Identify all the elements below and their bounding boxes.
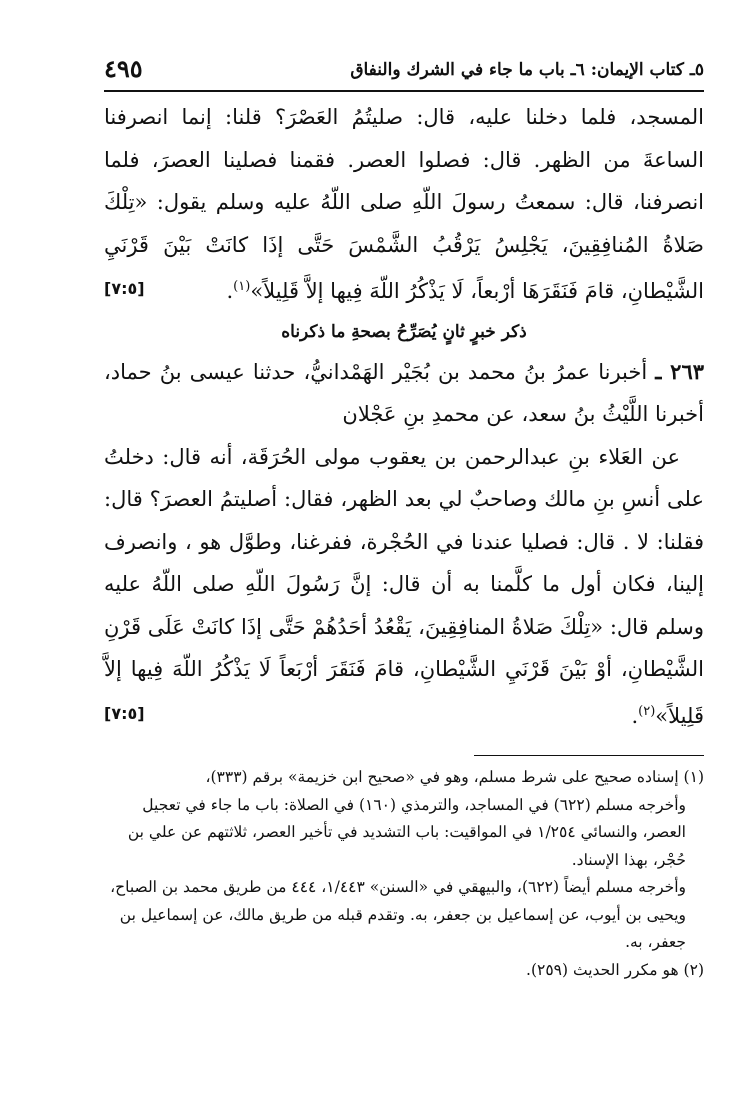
footnote-divider <box>474 755 704 756</box>
page-number: ٤٩٥ <box>104 54 143 83</box>
isnad-paragraph <box>104 351 704 436</box>
footnotes <box>104 764 704 984</box>
footnote-1-line-1: (١) إسناده صحيح على شرط مسلم، وهو في «صحيح ابن خزيمة» برقم (٣٣٣)، <box>205 768 704 786</box>
isnad-text: أخبرنا عمرُ بنُ محمد بن بُجَيْر الهَمْدانيُّ، حدثنا عيسى بنُ حماد، أخبرنا اللَّيْثُ بنُ سعد، عن محمدِ بنِ عَجْلان <box>104 359 704 426</box>
reference-code-1: [٧:٥] <box>104 279 145 298</box>
paragraph-1: المسجد، فلما دخلنا عليه، قال: صليتُمُ العَصْرَ؟ قلنا: إنما انصرفنا الساعةَ من الظهر. قال: فصلوا العصر. فقمنا فصلينا العصرَ، فلما انصرفنا، قال: سمعتُ رسولَ اللّهِ صلى اللّهُ عليه وسلم يقول: «تِلْكَ صَلاةُ المُنافِقِينَ، يَجْلِسُ يَرْقُبُ الشَّمْسَ حَتَّى إذَا كانَتْ بَيْنَ قَرْنَيِ الشَّيْطانِ، قامَ فَنَقَرَهَا أرْبعاً، لَا يَذْكُرُ اللّهَ فِيها إلاَّ قَلِيلاً»$^{(١)}$. [٧:٥] <box>104 105 704 303</box>
footnote-marker-2: (٢) <box>638 703 656 719</box>
chapter-title: ٥ـ كتاب الإيمان: ٦ـ باب ما جاء في الشرك والنفاق <box>350 60 704 80</box>
book-page <box>104 50 704 984</box>
footnote-1-line-3: وأخرجه مسلم أيضاً (٦٢٢)، والبيهقي في «السنن» ١/٤٤٣، ٤٤٤ من طريق محمد بن الصباح، ويحيى بن أيوب، عن إسماعيل بن جعفر، به. وتقدم قبله من طريق مالك، عن إسماعيل بن جعفر، به. <box>110 878 686 951</box>
main-text <box>104 96 704 737</box>
footnote-marker-1: (١) <box>233 279 251 294</box>
section-heading: ذكر خبرٍ ثانٍ يُصَرِّحُ بصحةِ ما ذكرناه <box>281 321 527 342</box>
paragraph-1-text: المسجد، فلما دخلنا عليه، قال: صليتُمُ العَصْرَ؟ قلنا: إنما انصرفنا الساعةَ من الظهر. قال: فصلوا العصر. فقمنا فصلينا العصرَ، فلما انصرفنا، قال: سمعتُ رسولَ اللّهِ صلى اللّهُ عليه وسلم يقول: «تِلْكَ صَلاةُ المُنافِقِينَ، يَجْلِسُ يَرْقُبُ الشَّمْسَ حَتَّى إذَا كانَتْ بَيْنَ قَرْنَيِ الشَّيْطانِ، قامَ فَنَقَرَهَا أرْبعاً، لَا يَذْكُرُ اللّهَ فِيها إلاَّ قَلِيلاً» <box>104 105 704 303</box>
hadith-number: ٢٦٣ ـ <box>655 358 705 384</box>
page-header <box>104 50 704 92</box>
footnote-1-line-2: وأخرجه مسلم (٦٢٢) في المساجد، والترمذي (١٦٠) في الصلاة: باب ما جاء في تعجيل العصر، والنسائي ١/٢٥٤ في المواقيت: باب التشديد في تأخير العصر، ثلاثتهم عن علي بن حُجْر، بهذا الإسناد. <box>127 795 686 869</box>
paragraph-2-text: عن العَلاء بنِ عبدالرحمن بن يعقوب مولى الحُرَقَة، أنه قال: دخلتُ على أنسِ بنِ مالك وصاحبٌ لي بعد الظهر، فقال: أصليتمُ العصرَ؟ قال: فقلنا: لا . قال: فصليا عندنا في الحُجْرة، ففرغنا، وطوَّل هو ، وانصرف إلينا، فكان أول ما كلَّمنا به أن قال: إنَّ رَسُولَ اللّهِ صلى اللّهُ عليه وسلم قال: «تِلْكَ صَلاةُ المنافِقِينَ، يَقْعُدُ أحَدُهُمْ حَتَّى إذَا كانَتْ عَلَى قَرْنِ الشَّيْطانِ، أوْ بَيْنَ قَرْنَيِ الشَّيْطانِ، قامَ فَنَقَرَ أرْبَعاً لَا يَذْكُرُ اللّهَ فِيها إلاَّ قَلِيلاً» <box>104 444 704 728</box>
footnote-2: (٢) هو مكرر الحديث (٢٥٩). <box>526 960 704 979</box>
paragraph-2: عن العَلاء بنِ عبدالرحمن بن يعقوب مولى الحُرَقَة، أنه قال: دخلتُ على أنسِ بنِ مالك وصاحبٌ لي بعد الظهر، فقال: أصليتمُ العصرَ؟ قال: فقلنا: لا . قال: فصليا عندنا في الحُجْرة، ففرغنا، وطوَّل هو ، وانصرف إلينا، فكان أول ما كلَّمنا به أن قال: إنَّ رَسُولَ اللّهِ صلى اللّهُ عليه وسلم قال: «تِلْكَ صَلاةُ المنافِقِينَ، يَقْعُدُ أحَدُهُمْ حَتَّى إذَا كانَتْ عَلَى قَرْنِ الشَّيْطانِ، أوْ بَيْنَ قَرْنَيِ الشَّيْطانِ، قامَ فَنَقَرَ أرْبَعاً لَا يَذْكُرُ اللّهَ فِيها إلاَّ قَلِيلاً»$^{(٢)}$. [٧:٥] <box>104 444 704 728</box>
reference-code-2: [٧:٥] <box>104 703 145 723</box>
